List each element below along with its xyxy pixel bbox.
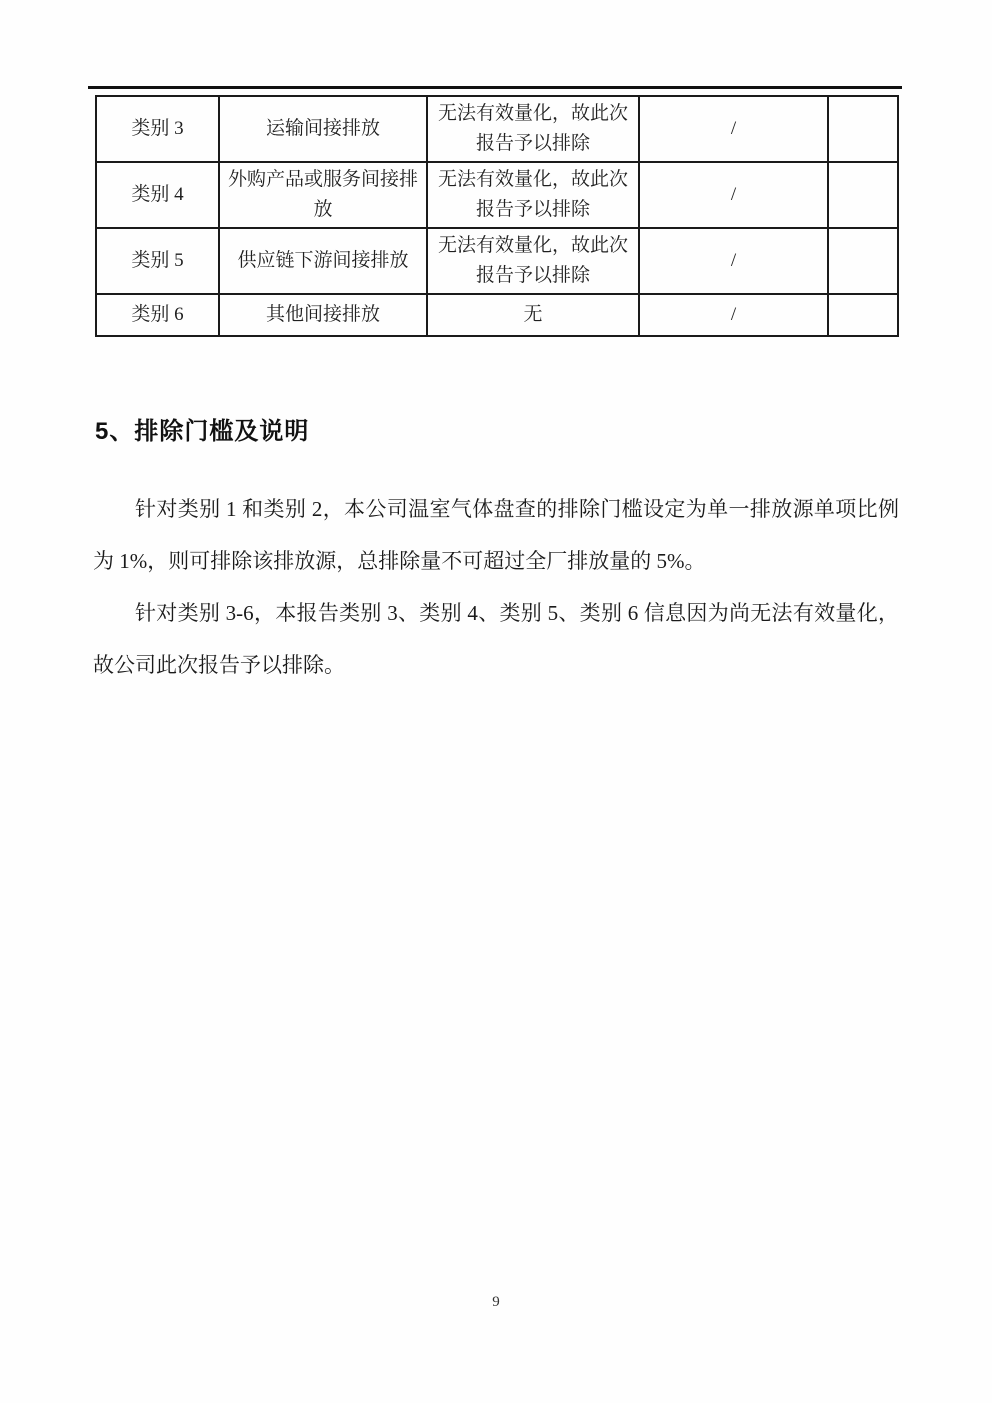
table-row bbox=[96, 294, 898, 336]
paragraph-exclusion-threshold: 针对类别 1 和类别 2，本公司温室气体盘查的排除门槛设定为单一排放源单项比例为 1%，则可排除该排放源，总排除量不可超过全厂排放量的 5%。 bbox=[93, 497, 899, 573]
cell-category: 类别 4 bbox=[96, 162, 219, 228]
table-row bbox=[96, 96, 898, 162]
cell-category: 类别 6 bbox=[96, 294, 219, 336]
cell-note: 无法有效量化，故此次报告予以排除 bbox=[427, 162, 639, 228]
cell-category: 类别 5 bbox=[96, 228, 219, 294]
cell-note: 无法有效量化，故此次报告予以排除 bbox=[427, 96, 639, 162]
cell-source: 外购产品或服务间接排放 bbox=[219, 162, 427, 228]
table-row bbox=[96, 228, 898, 294]
page-number: 9 bbox=[492, 1294, 500, 1310]
cell-source: 供应链下游间接排放 bbox=[219, 228, 427, 294]
cell-extra bbox=[828, 96, 898, 162]
cell-value: / bbox=[639, 96, 828, 162]
cell-value: / bbox=[639, 162, 828, 228]
table-top-rule bbox=[88, 86, 902, 89]
table-row bbox=[96, 162, 898, 228]
cell-extra bbox=[828, 228, 898, 294]
cell-extra bbox=[828, 162, 898, 228]
cell-value: / bbox=[639, 294, 828, 336]
exclusion-table bbox=[95, 95, 899, 337]
section-heading: 5、排除门槛及说明 bbox=[95, 418, 310, 445]
cell-value: / bbox=[639, 228, 828, 294]
cell-source: 其他间接排放 bbox=[219, 294, 427, 336]
cell-source: 运输间接排放 bbox=[219, 96, 427, 162]
cell-extra bbox=[828, 294, 898, 336]
cell-category: 类别 3 bbox=[96, 96, 219, 162]
exclusion-table-body bbox=[96, 96, 898, 336]
cell-note: 无 bbox=[427, 294, 639, 336]
paragraph-category-exclusion: 针对类别 3-6，本报告类别 3、类别 4、类别 5、类别 6 信息因为尚无法有效量化，故公司此次报告予以排除。 bbox=[93, 601, 899, 677]
body-text bbox=[93, 483, 899, 691]
cell-note: 无法有效量化，故此次报告予以排除 bbox=[427, 228, 639, 294]
